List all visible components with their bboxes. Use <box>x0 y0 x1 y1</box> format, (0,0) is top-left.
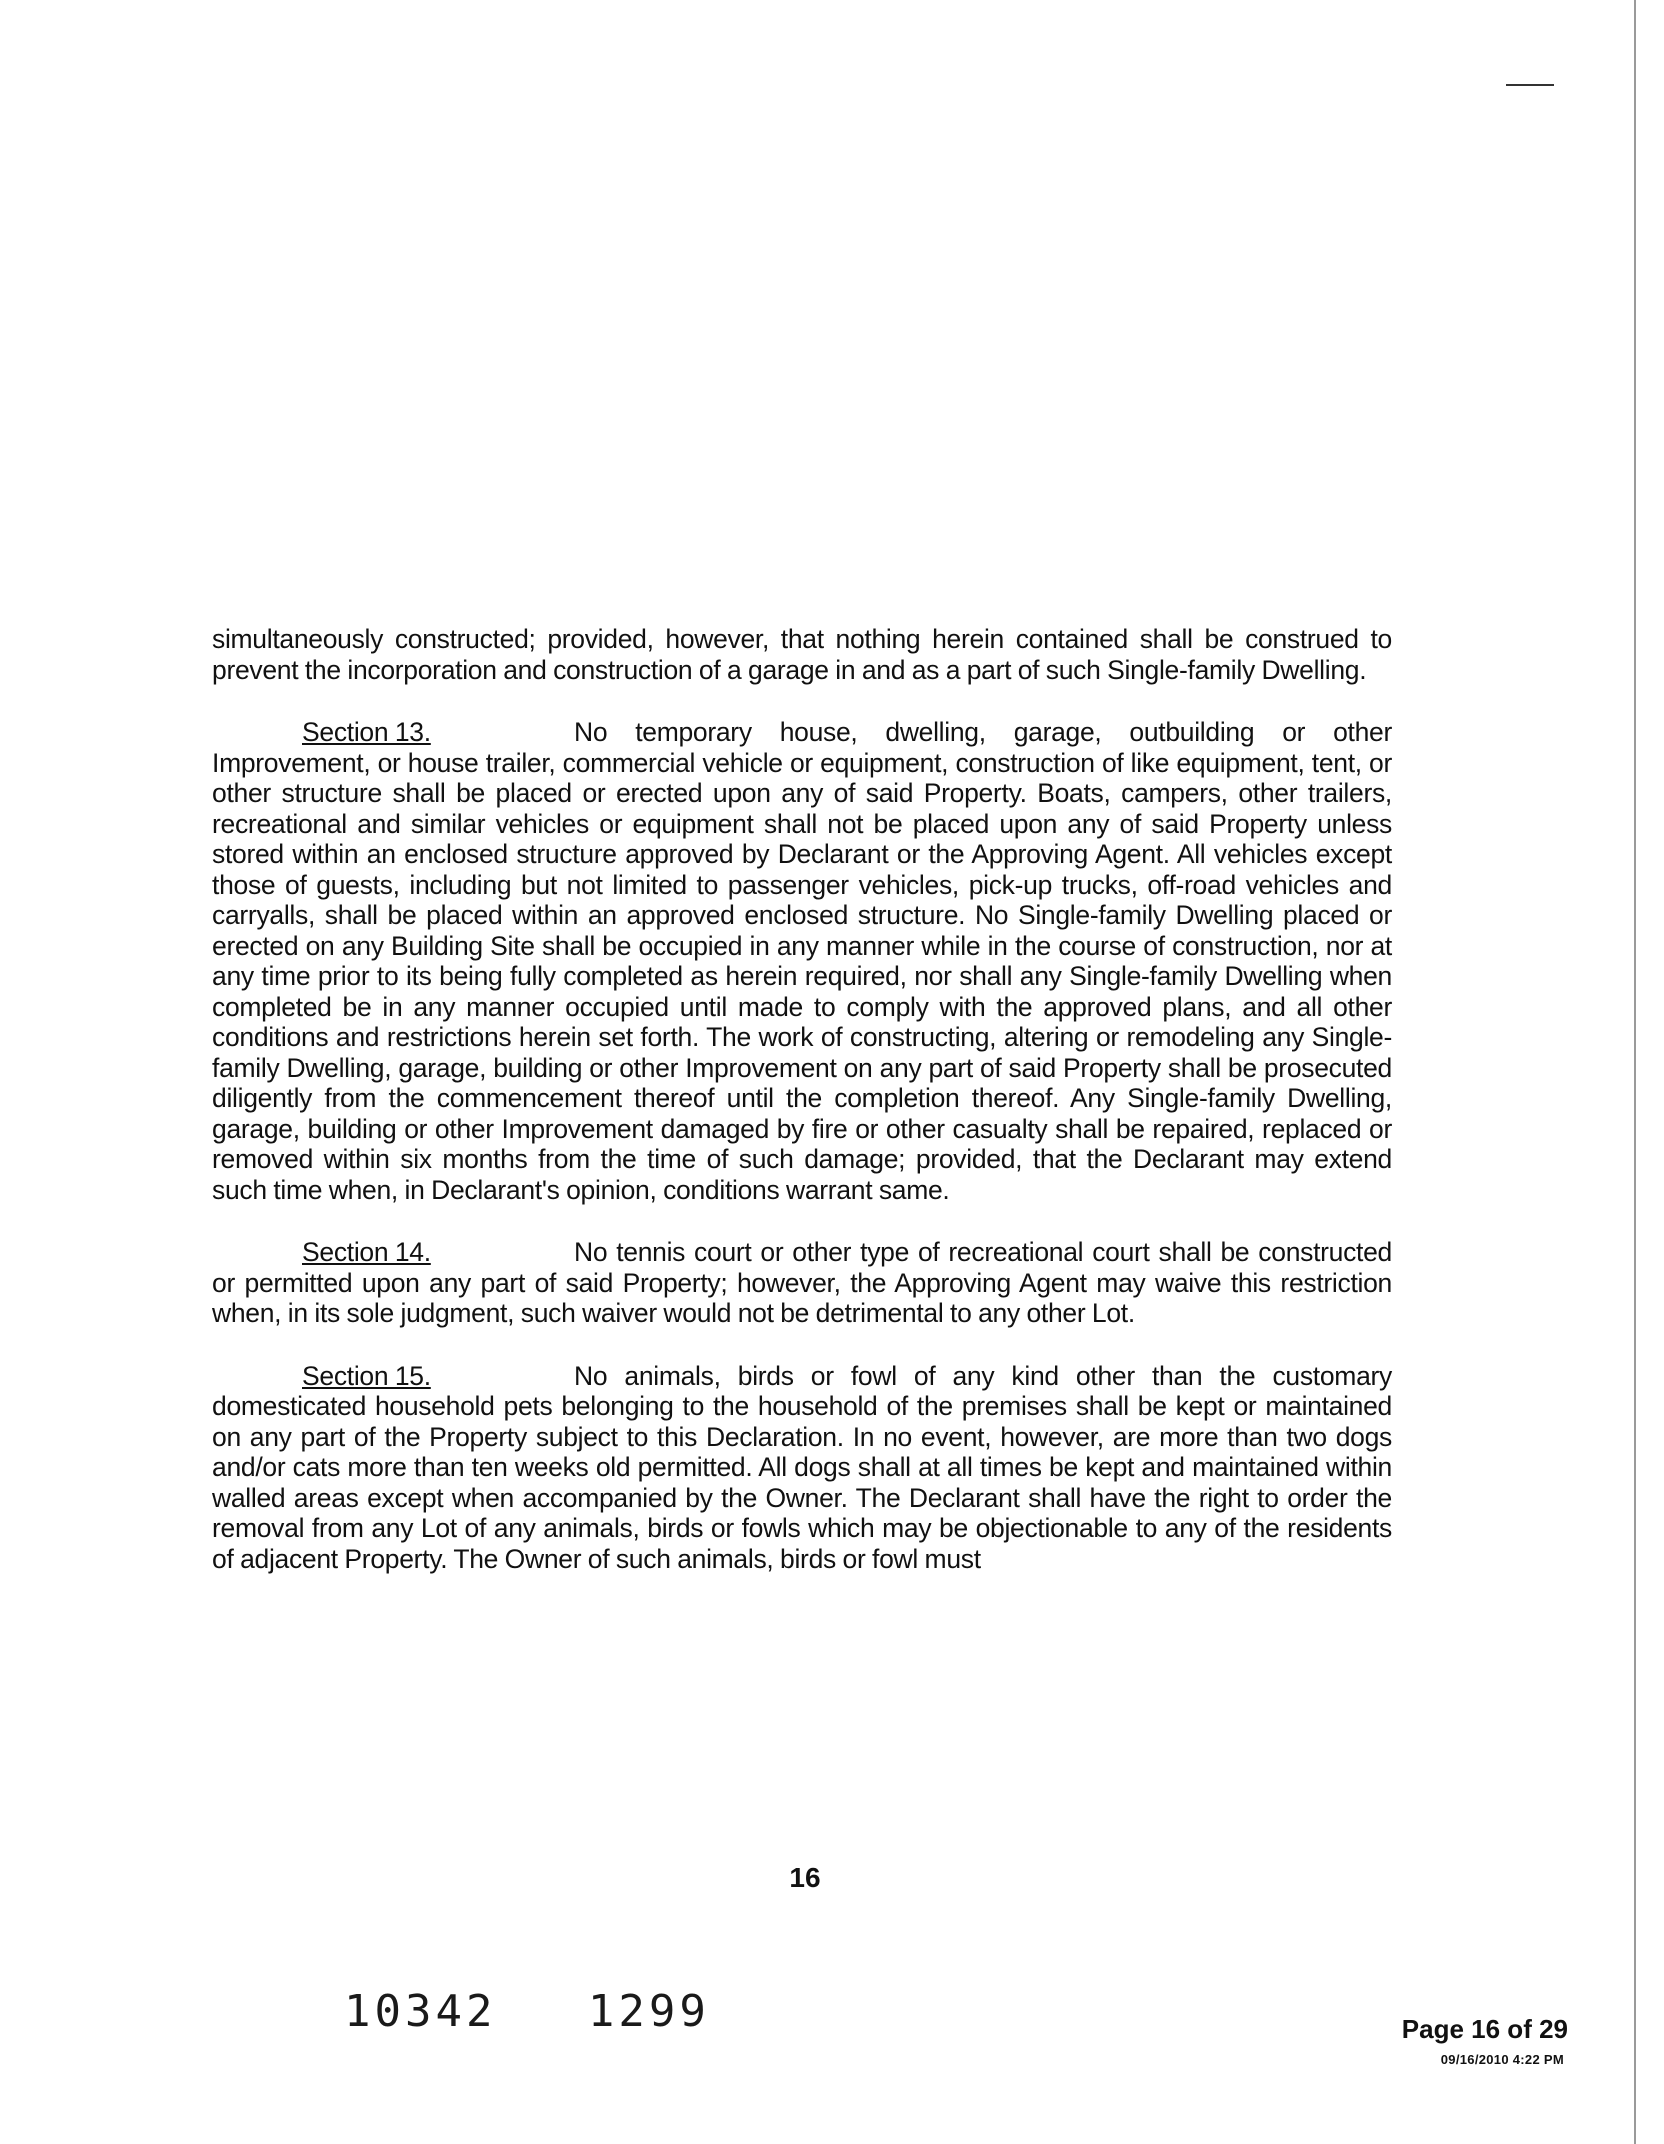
page-edge-line <box>1634 0 1636 2144</box>
section-13-heading: Section 13. <box>302 717 431 747</box>
section-15-heading: Section 15. <box>302 1360 431 1391</box>
section-13-paragraph <box>212 717 1392 1205</box>
recording-timestamp: 09/16/2010 4:22 PM <box>1440 2052 1564 2067</box>
recording-book-page-stamp: 10342 1299 <box>344 1986 710 2037</box>
section-14-text: No tennis court or other type of recreational court shall be constructed or permitted upon any part of said Property; however, the Approving Agent may waive this restriction when, in its sole judgment, such waiver would not be detrimental to any other Lot. <box>212 1237 1392 1328</box>
page-of-indicator: Page 16 of 29 <box>1401 2014 1568 2044</box>
page-number: 16 <box>789 1862 821 1893</box>
section-14-paragraph <box>212 1237 1392 1329</box>
section-15-text: No animals, birds or fowl of any kind other than the customary domesticated household pets belonging to the household of the premises shall be kept or maintained on any part of the Property subject to this Declaration. In no event, however, are more than two dogs and/or cats more than ten weeks old permitted. All dogs shall at all times be kept and maintained within walled areas except when accompanied by the Owner. The Declarant shall have the right to order the removal from any Lot of any animals, birds or fowls which may be objectionable to any of the residents of adjacent Property. The Owner of such animals, birds or fowl must <box>212 1360 1392 1574</box>
section-15-paragraph <box>212 1361 1392 1575</box>
corner-dash-mark <box>1506 84 1554 86</box>
section-14-heading: Section 14. <box>302 1237 431 1267</box>
document-body <box>212 624 1392 1606</box>
section-13-text: No temporary house, dwelling, garage, outbuilding or other Improvement, or house trailer, commercial vehicle or equipment, construction of like equipment, tent, or other structure shall be placed or erected upon any of said Property. Boats, campers, other trailers, recreational and similar vehicles or equipment shall not be placed upon any of said Property unless stored within an enclosed structure approved by Declarant or the Approving Agent. All vehicles except those of guests, including but not limited to passenger vehicles, pick-up trucks, off-road vehicles and carryalls, shall be placed within an approved enclosed structure. No Single-family Dwelling placed or erected on any Building Site shall be occupied in any manner while in the course of construction, nor at any time prior to its being fully completed as herein required, nor shall any Single-family Dwelling when completed be in any manner occupied until made to comply with the approved plans, and all other conditions and restrictions herein set forth. The work of constructing, altering or remodeling any Single-family Dwelling, garage, building or other Improvement on any part of said Property shall be prosecuted diligently from the commencement thereof until the completion thereof. Any Single-family Dwelling, garage, building or other Improvement damaged by fire or other casualty shall be repaired, replaced or removed within six months from the time of such damage; provided, that the Declarant may extend such time when, in Declarant's opinion, conditions warrant same. <box>212 717 1392 1205</box>
continuation-paragraph: simultaneously constructed; provided, however, that nothing herein contained shall be construed to prevent the incorporation and construction of a garage in and as a part of such Single-family Dwelling. <box>212 624 1392 685</box>
